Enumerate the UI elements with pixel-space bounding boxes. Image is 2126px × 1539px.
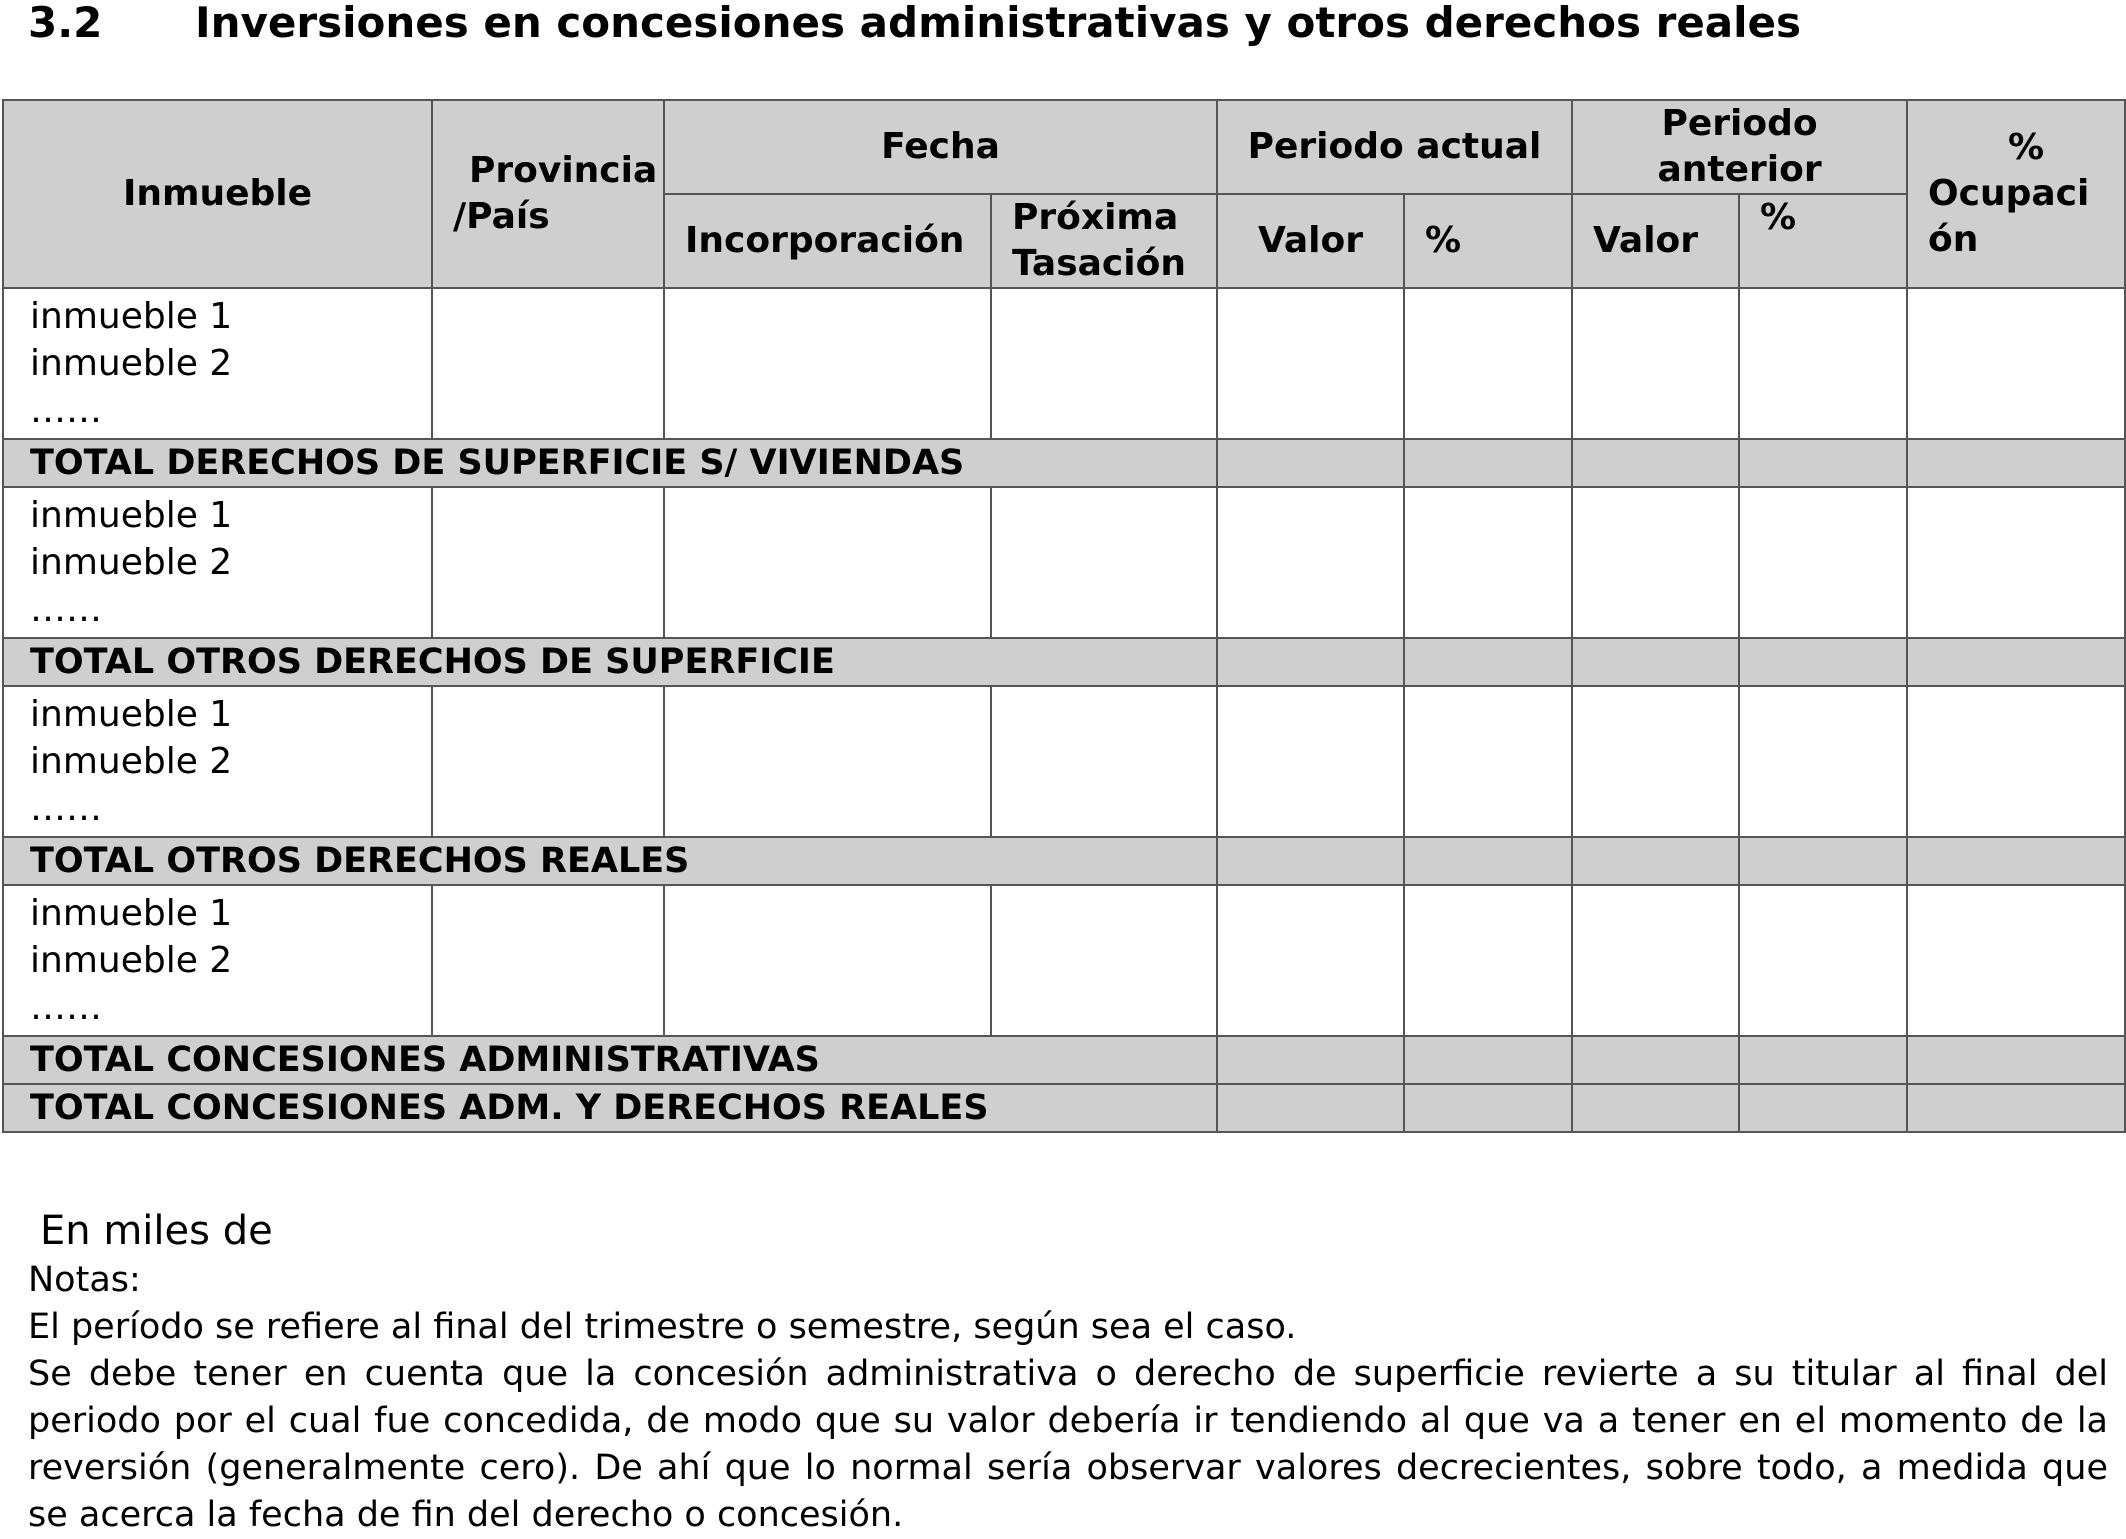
header-provincia: Provincia /País xyxy=(432,100,664,288)
cell[interactable] xyxy=(991,885,1217,1036)
cell[interactable] xyxy=(664,288,991,439)
cell[interactable] xyxy=(1217,686,1404,837)
cell[interactable] xyxy=(1217,439,1404,487)
cell[interactable] xyxy=(1739,885,1907,1036)
cell[interactable] xyxy=(1217,288,1404,439)
cell[interactable] xyxy=(1217,1036,1404,1084)
cell[interactable] xyxy=(1404,288,1572,439)
cell[interactable] xyxy=(1572,1036,1739,1084)
total-label: TOTAL OTROS DERECHOS DE SUPERFICIE xyxy=(3,638,1217,686)
cell[interactable] xyxy=(1907,1084,2125,1132)
inmueble-list: inmueble 1 inmueble 2 …… xyxy=(3,288,432,439)
inmueble-list: inmueble 1 inmueble 2 …… xyxy=(3,885,432,1036)
header-fecha: Fecha xyxy=(664,100,1217,194)
cell[interactable] xyxy=(432,288,664,439)
cell[interactable] xyxy=(1907,885,2125,1036)
table-row xyxy=(3,686,2125,837)
cell[interactable] xyxy=(991,288,1217,439)
total-label: TOTAL CONCESIONES ADMINISTRATIVAS xyxy=(3,1036,1217,1084)
notes-section xyxy=(28,1205,2108,1539)
total-row xyxy=(3,439,2125,487)
cell[interactable] xyxy=(1404,638,1572,686)
grand-total-row xyxy=(3,1084,2125,1132)
cell[interactable] xyxy=(1739,1036,1907,1084)
cell[interactable] xyxy=(1572,638,1739,686)
cell[interactable] xyxy=(1572,837,1739,885)
cell[interactable] xyxy=(1907,837,2125,885)
cell[interactable] xyxy=(1572,439,1739,487)
cell[interactable] xyxy=(1217,837,1404,885)
cell[interactable] xyxy=(1907,288,2125,439)
header-valor-actual: Valor xyxy=(1217,194,1404,288)
cell[interactable] xyxy=(991,686,1217,837)
section-title: Inversiones en concesiones administrativas y otros derechos reales xyxy=(195,0,1802,47)
total-row xyxy=(3,638,2125,686)
table-row xyxy=(3,487,2125,638)
cell[interactable] xyxy=(1907,439,2125,487)
notes-title: Notas: xyxy=(28,1260,141,1300)
cell[interactable] xyxy=(1404,686,1572,837)
investments-table xyxy=(2,99,2126,1133)
cell[interactable] xyxy=(432,686,664,837)
cell[interactable] xyxy=(664,885,991,1036)
cell[interactable] xyxy=(1739,487,1907,638)
header-inmueble: Inmueble xyxy=(3,100,432,288)
cell[interactable] xyxy=(1739,686,1907,837)
header-ocupacion: % Ocupaci ón xyxy=(1907,100,2125,288)
header-proxima-tasacion: Próxima Tasación xyxy=(991,194,1217,288)
cell[interactable] xyxy=(1739,837,1907,885)
cell[interactable] xyxy=(1217,487,1404,638)
table-row xyxy=(3,288,2125,439)
grand-total-label: TOTAL CONCESIONES ADM. Y DERECHOS REALES xyxy=(3,1084,1217,1132)
cell[interactable] xyxy=(1739,439,1907,487)
cell[interactable] xyxy=(1739,1084,1907,1132)
units-note: En miles de xyxy=(40,1208,273,1254)
note-reversion: Se debe tener en cuenta que la concesión administrativa o derecho de superficie revierte a su titular al final del periodo por el cual fue concedida, de modo que su valor debería ir tendiendo al que va a tener en el momento de la reversión (generalmente cero). De ahí que lo normal sería observar valores decrecientes, sobre todo, a medida que se acerca la fecha de fin del derecho o concesión. xyxy=(28,1354,2108,1535)
total-label: TOTAL DERECHOS DE SUPERFICIE S/ VIVIENDAS xyxy=(3,439,1217,487)
cell[interactable] xyxy=(432,885,664,1036)
cell[interactable] xyxy=(1572,487,1739,638)
note-period: El período se refiere al final del trimestre o semestre, según sea el caso. xyxy=(28,1307,1297,1347)
cell[interactable] xyxy=(664,686,991,837)
inmueble-list: inmueble 1 inmueble 2 …… xyxy=(3,487,432,638)
cell[interactable] xyxy=(1404,439,1572,487)
cell[interactable] xyxy=(1907,1036,2125,1084)
cell[interactable] xyxy=(1739,288,1907,439)
cell[interactable] xyxy=(1404,1036,1572,1084)
cell[interactable] xyxy=(1404,837,1572,885)
cell[interactable] xyxy=(1572,1084,1739,1132)
header-periodo-anterior: Periodo anterior xyxy=(1572,100,1907,194)
total-label: TOTAL OTROS DERECHOS REALES xyxy=(3,837,1217,885)
section-number: 3.2 xyxy=(28,0,103,47)
cell[interactable] xyxy=(1907,487,2125,638)
header-valor-anterior: Valor xyxy=(1572,194,1739,288)
header-incorporacion: Incorporación xyxy=(664,194,991,288)
cell[interactable] xyxy=(991,487,1217,638)
section-heading xyxy=(28,0,1801,48)
cell[interactable] xyxy=(1404,487,1572,638)
header-periodo-actual: Periodo actual xyxy=(1217,100,1572,194)
header-pct-anterior: % xyxy=(1739,194,1907,288)
cell[interactable] xyxy=(1404,885,1572,1036)
total-row xyxy=(3,837,2125,885)
cell[interactable] xyxy=(1907,638,2125,686)
total-row xyxy=(3,1036,2125,1084)
cell[interactable] xyxy=(1739,638,1907,686)
cell[interactable] xyxy=(664,487,991,638)
inmueble-list: inmueble 1 inmueble 2 …… xyxy=(3,686,432,837)
cell[interactable] xyxy=(1217,638,1404,686)
cell[interactable] xyxy=(432,487,664,638)
cell[interactable] xyxy=(1217,885,1404,1036)
cell[interactable] xyxy=(1572,885,1739,1036)
table-row xyxy=(3,885,2125,1036)
cell[interactable] xyxy=(1907,686,2125,837)
header-pct-actual: % xyxy=(1404,194,1572,288)
cell[interactable] xyxy=(1572,686,1739,837)
cell[interactable] xyxy=(1404,1084,1572,1132)
cell[interactable] xyxy=(1572,288,1739,439)
cell[interactable] xyxy=(1217,1084,1404,1132)
